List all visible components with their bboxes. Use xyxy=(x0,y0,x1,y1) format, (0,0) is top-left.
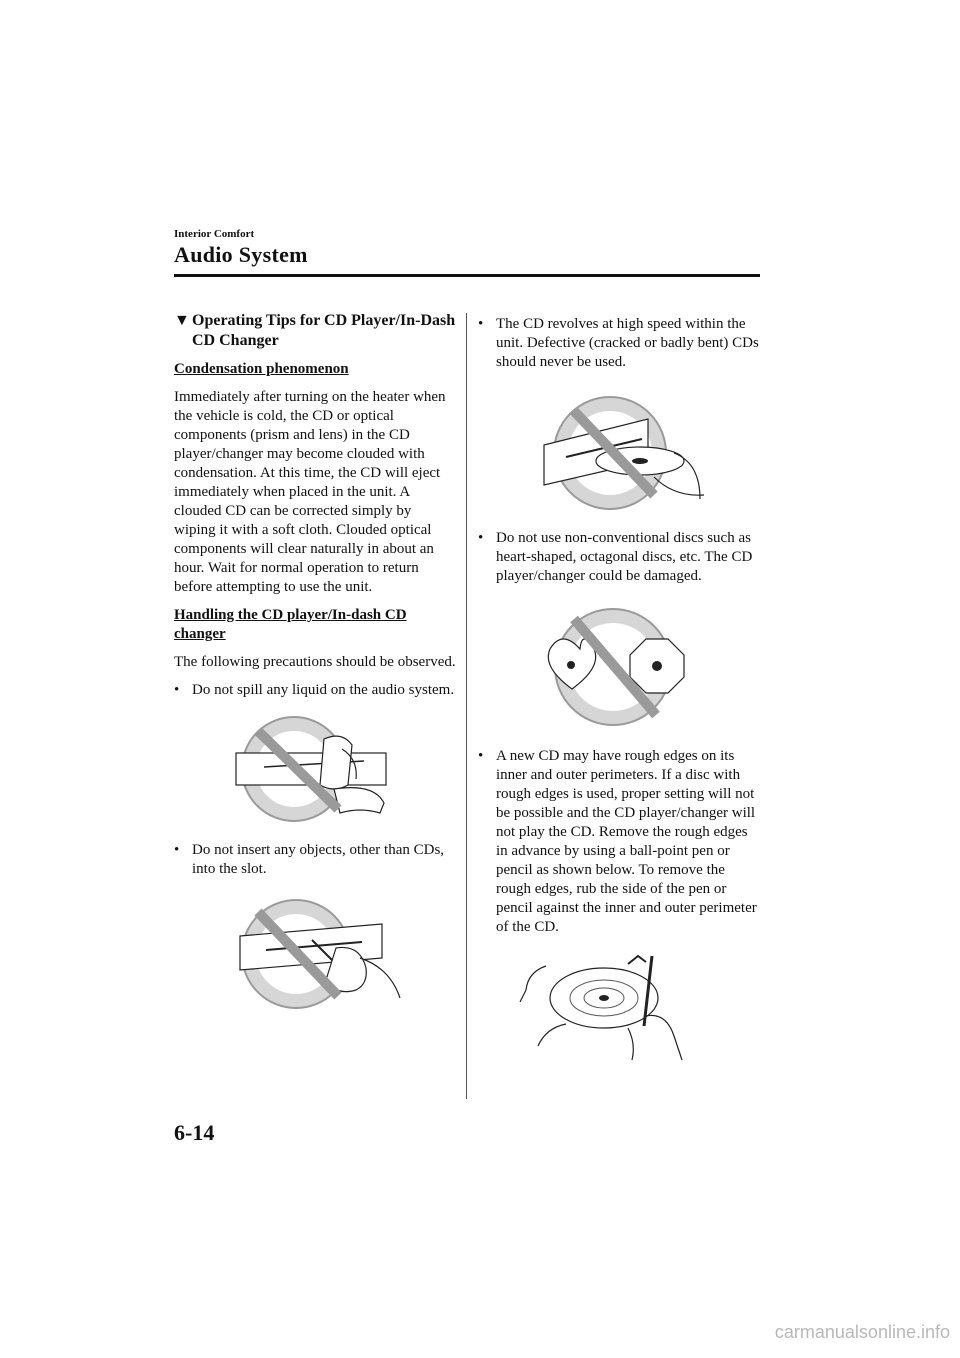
bullet-text: Do not spill any liquid on the audio system. xyxy=(192,682,455,698)
bullet-item xyxy=(478,747,760,937)
topic-heading-text: Operating Tips for CD Player/In-Dash CD Changer xyxy=(192,312,456,349)
defective-cd-illustration xyxy=(478,381,760,517)
bullet-text: A new CD may have rough edges on its inner and outer perimeters. If a disc with rough edges is used, proper setting will not be possible and the CD player/changer will not play the CD. Remove the rough edges in advance by using a ball-point pen or pencil as shown below. To remove the rough edges, rub the side of the pen or pencil against the inner and outer perimeter of the CD. xyxy=(496,748,757,935)
bullet-item xyxy=(174,841,456,879)
no-liquid-illustration xyxy=(174,709,456,829)
bullet-icon: • xyxy=(174,842,180,858)
bullet-icon: • xyxy=(478,530,484,546)
triangle-down-icon: ▼ xyxy=(174,312,190,329)
column-divider xyxy=(466,313,467,1099)
bullet-item xyxy=(174,681,456,700)
right-column xyxy=(478,315,760,1064)
bullet-icon: • xyxy=(174,682,180,698)
handling-intro: The following precautions should be observed. xyxy=(174,654,456,670)
handling-title: Handling the CD player/In-dash CD changer xyxy=(174,607,407,642)
left-column xyxy=(174,311,456,1018)
watermark[interactable]: carmanualsonline.info xyxy=(774,1322,950,1342)
deburr-cd-illustration xyxy=(478,946,760,1064)
bullet-text: Do not insert any objects, other than CDs, into the slot. xyxy=(192,842,445,877)
bullet-icon: • xyxy=(478,316,484,332)
topic-heading xyxy=(174,311,456,351)
bullet-item xyxy=(478,529,760,586)
bullet-text: Do not use non-conventional discs such as heart-shaped, octagonal discs, etc. The CD player/changer could be damaged. xyxy=(496,530,753,584)
page-title: Audio System xyxy=(174,242,308,267)
section-label: Interior Comfort xyxy=(174,228,255,240)
condensation-title: Condensation phenomenon xyxy=(174,361,349,377)
page-number: 6-14 xyxy=(174,1120,215,1145)
no-objects-illustration xyxy=(174,888,456,1018)
header-rule xyxy=(174,274,760,277)
bullet-icon: • xyxy=(478,748,484,764)
bullet-text: The CD revolves at high speed within the unit. Defective (cracked or badly bent) CDs should never be used. xyxy=(496,316,759,370)
condensation-body: Immediately after turning on the heater when the vehicle is cold, the CD or optical components (prism and lens) in the CD player/changer may become clouded with condensation. At this time, the CD will eject immediately when placed in the unit. A clouded CD can be corrected simply by wiping it with a soft cloth. Clouded optical components will clear naturally in about an hour. Wait for normal operation to return before attempting to use the unit. xyxy=(174,389,446,595)
non-standard-disc-illustration xyxy=(478,595,760,735)
bullet-item xyxy=(478,315,760,372)
